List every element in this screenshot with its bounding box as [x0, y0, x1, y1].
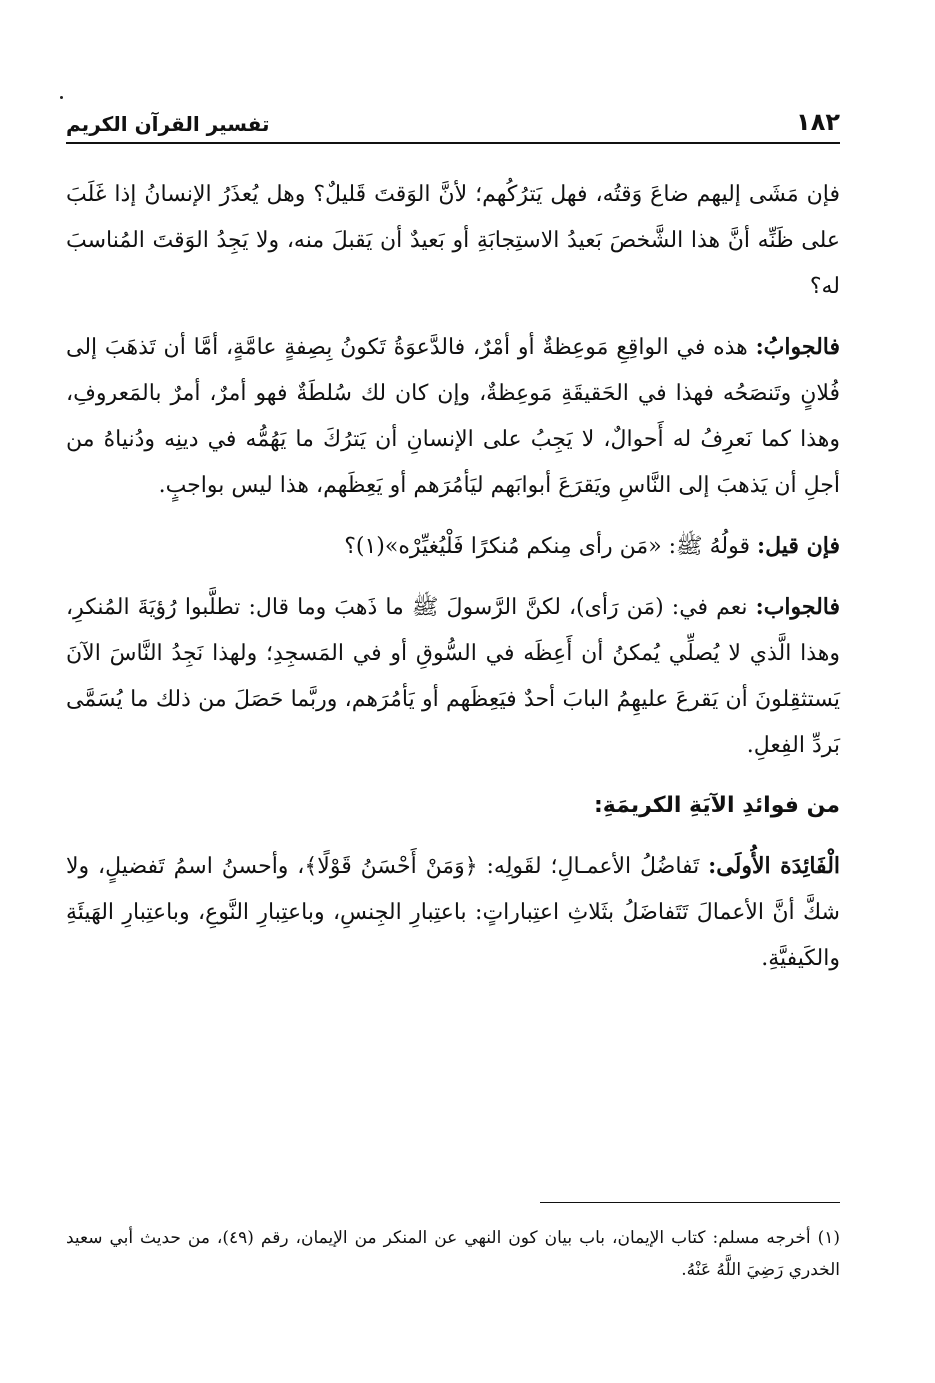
stray-dot [60, 96, 63, 99]
header-rule [66, 142, 840, 144]
paragraph-1-text: فإن مَشَى إليهم ضاعَ وَقتُه، فهل يَترُكُهم؛ لأنَّ الوَقتَ قَليلٌ؟ وهل يُعذَرُ الإنسانُ إذا غَلَبَ على ظَنِّه أنَّ هذا الشَّخصَ بَعيدُ الاستِجابَةِ أو بَعيدٌ أن يَقبلَ منه، ولا يَجِدُ الوَقتَ المُناسبَ له؟ [66, 182, 840, 299]
paragraph-3-text: قولُهُ ﷺ: «مَن رأى مِنكم مُنكرًا فَلْيُغيِّرْه»(١)؟ [344, 534, 751, 559]
paragraph-4-text: نعم في: (مَن رَأى)، لكنَّ الرَّسولَ ﷺ ما ذَهبَ وما قال: تطلَّبوا رُؤيَةَ المُنكرِ، وهذا الَّذي لا يُصلِّي يُمكنُ أن أَعِظَه في السُّوقِ أو في المَسجِدِ؛ ولهذا نَجِدُ النَّاسَ الآنَ يَستثقِلونَ أن يَقرعَ عليهِمُ البابَ أحدٌ فيَعِظَهم أو يَأمُرَهم، وربَّما حَصَلَ من ذلك ما يُسَمَّى بَردِّ الفِعلِ. [66, 595, 840, 758]
paragraph-2-text: هذه في الواقِعِ مَوعِظةٌ أو أمْرٌ، فالدَّعوَةُ تَكونُ بِصِفةٍ عامَّةٍ، أمَّا أن تَذهَبَ إلى فُلانٍ وتَنصَحُه فهذا في الحَقيقَةِ مَوعِظةٌ، وإن كان لك سُلطَةٌ فهو أمرٌ، أمرٌ بالمَعروفِ، وهذا كما نَعرِفُ له أَحوالٌ، لا يَجِبُ على الإنسانِ أن يَترُكَ ما يَهُمُّه في دينِه ودُنياهُ من أجلِ أن يَذهبَ إلى النَّاسِ ويَقرَعَ أبوابَهم ليَأمُرَهم أو يَعِظَهم، هذا ليس بواجبٍ. [66, 335, 840, 498]
paragraph-5 [66, 843, 840, 982]
page-number: ١٨٢ [796, 108, 840, 136]
paragraph-1 [66, 172, 840, 310]
answer-lead-2: فالجواب: [755, 594, 841, 620]
main-text [66, 172, 840, 996]
paragraph-5-text: تَفاضُلُ الأعمـالِ؛ لقَولِه: ﴿وَمَنْ أَحْسَنُ قَوْلًا﴾، وأحسنُ اسمُ تَفضيلٍ، ولا شكَّ أنَّ الأعمالَ تَتَفاضَلُ بثَلاثِ اعتِباراتٍ: باعتِبارِ الجِنسِ، وباعتِبارِ النَّوعِ، وباعتِبارِ الهَيئَةِ والكَيفيَّةِ. [66, 854, 840, 971]
running-title: تفسير القرآن الكريم [66, 112, 270, 136]
page-header [66, 108, 840, 142]
footnote: (١) أخرجه مسلم: كتاب الإيمان، باب بيان كون النهي عن المنكر من الإيمان، رقم (٤٩)، من حديث أبي سعيد الخدري رَضِيَ اللَّهُ عَنْهُ. [66, 1228, 840, 1280]
benefit-lead: الْفَائِدَة الأُولَى: [708, 853, 841, 879]
footnote-rule [540, 1202, 840, 1203]
paragraph-2 [66, 324, 840, 509]
paragraph-3 [66, 523, 840, 570]
section-heading: من فوائدِ الآيَةِ الكريمَةِ: [593, 793, 840, 818]
answer-lead: فالجوابُ: [755, 334, 840, 360]
question-lead: فإن قيل: [757, 533, 840, 559]
paragraph-4 [66, 584, 840, 769]
